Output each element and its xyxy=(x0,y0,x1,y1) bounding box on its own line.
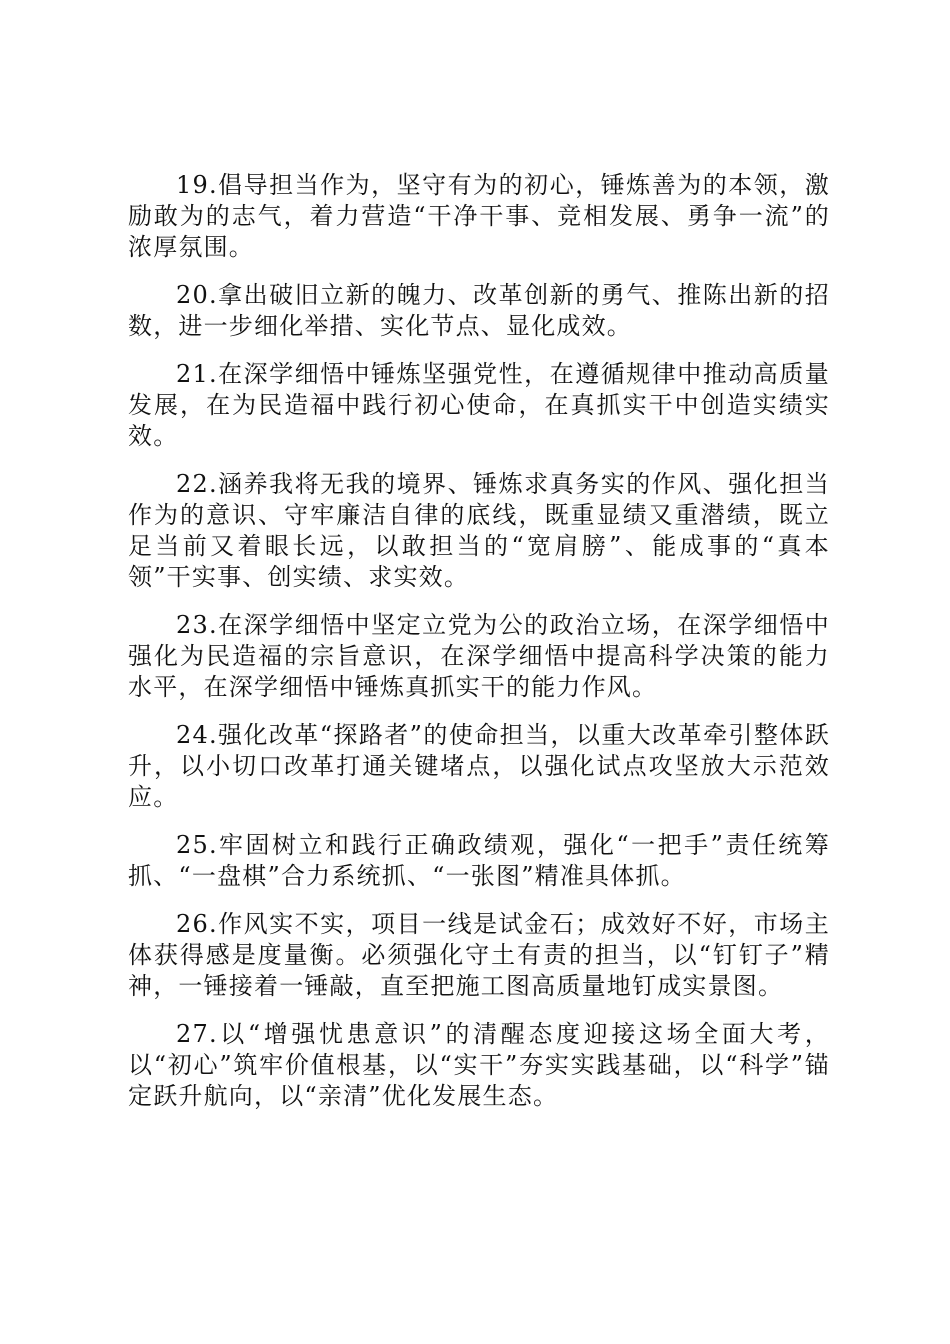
paragraph-22: 22.涵养我将无我的境界、锤炼求真务实的作风、强化担当作为的意识、守牢廉洁自律的底线，既重显绩又重潜绩，既立足当前又着眼长远，以敢担当的“宽肩膀”、能成事的“真本领”干实事、创实绩、求实效。 xyxy=(128,470,830,591)
paragraph-19: 19.倡导担当作为，坚守有为的初心，锤炼善为的本领，激励敢为的志气，着力营造“干净干事、竞相发展、勇争一流”的浓厚氛围。 xyxy=(128,171,830,261)
paragraph-26: 26.作风实不实，项目一线是试金石；成效好不好，市场主体获得感是度量衡。必须强化守土有责的担当，以“钉钉子”精神，一锤接着一锤敲，直至把施工图高质量地钉成实景图。 xyxy=(128,910,830,1000)
paragraph-21: 21.在深学细悟中锤炼坚强党性，在遵循规律中推动高质量发展，在为民造福中践行初心使命，在真抓实干中创造实绩实效。 xyxy=(128,360,830,450)
document-body xyxy=(128,170,830,1129)
paragraph-27: 27.以“增强忧患意识”的清醒态度迎接这场全面大考，以“初心”筑牢价值根基，以“实干”夯实实践基础，以“科学”锚定跃升航向，以“亲清”优化发展生态。 xyxy=(128,1020,830,1110)
paragraph-25: 25.牢固树立和践行正确政绩观，强化“一把手”责任统筹抓、“一盘棋”合力系统抓、“一张图”精准具体抓。 xyxy=(128,831,830,890)
paragraph-20: 20.拿出破旧立新的魄力、改革创新的勇气、推陈出新的招数，进一步细化举措、实化节点、显化成效。 xyxy=(128,281,830,340)
paragraph-23: 23.在深学细悟中坚定立党为公的政治立场，在深学细悟中强化为民造福的宗旨意识，在深学细悟中提高科学决策的能力水平，在深学细悟中锤炼真抓实干的能力作风。 xyxy=(128,611,830,701)
paragraph-24: 24.强化改革“探路者”的使命担当，以重大改革牵引整体跃升，以小切口改革打通关键堵点，以强化试点攻坚放大示范效应。 xyxy=(128,721,830,811)
